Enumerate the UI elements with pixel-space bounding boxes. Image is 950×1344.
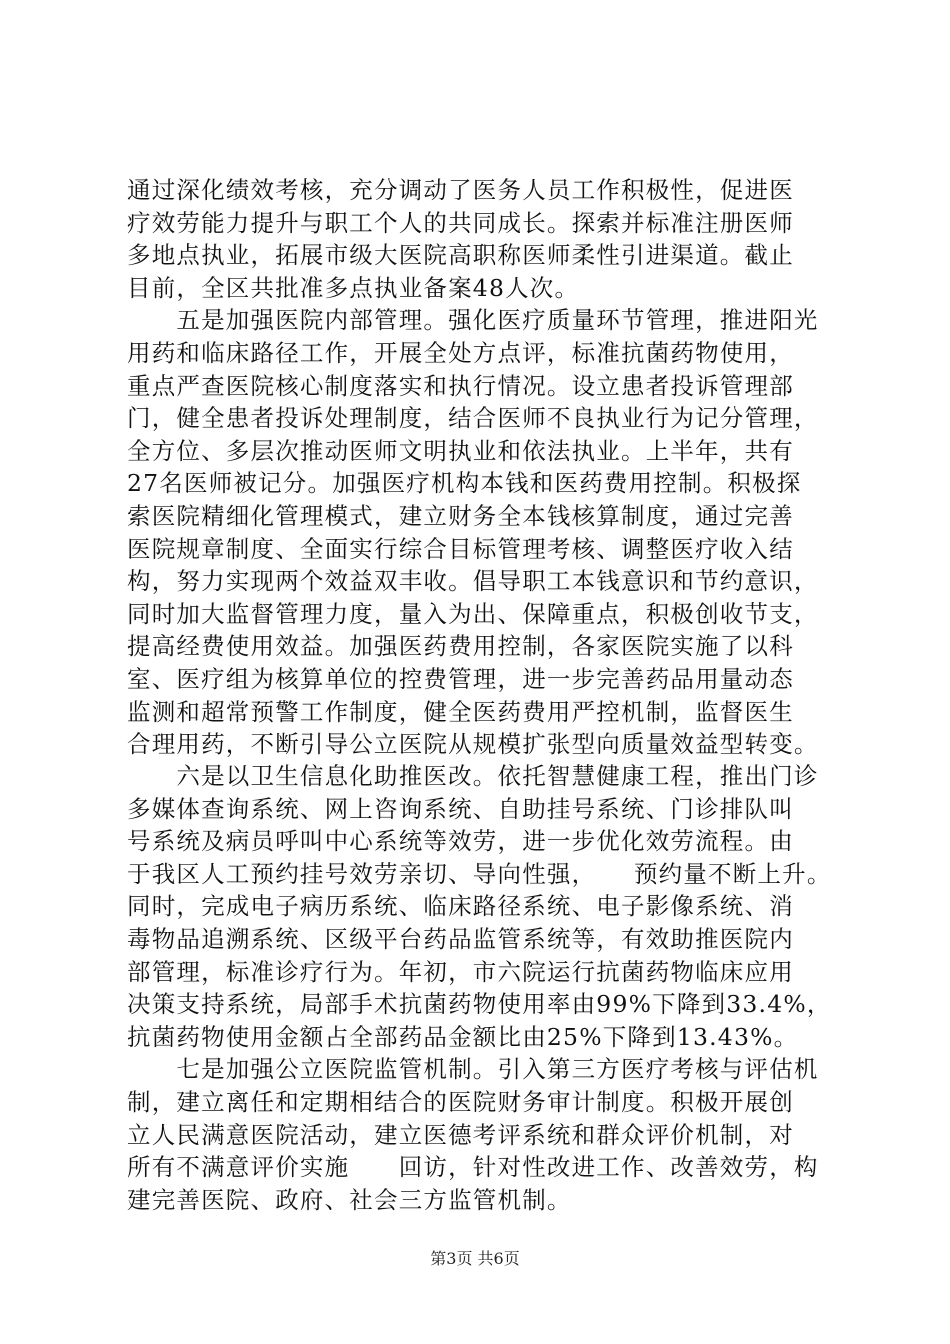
text-line: 毒物品追溯系统、区级平台药品监管系统等，有效助推医院内 [127,924,794,953]
text-line: 所有不满意评价实施 回访，针对性改进工作、改善效劳，构 [127,1153,819,1182]
text-line: 制，建立离任和定期相结合的医院财务审计制度。积极开展创 [127,1087,794,1116]
text-line: 抗菌药物使用金额占全部药品金额比由25%下降到13.43%。 [127,1022,799,1051]
text-line: 于我区人工预约挂号效劳亲切、导向性强， 预约量不断上升。 [127,859,832,888]
text-line: 重点严查医院核心制度落实和执行情况。设立患者投诉管理部 [127,371,794,400]
text-line: 六是以卫生信息化助推医改。依托智慧健康工程，推出门诊 [127,762,819,790]
text-line: 构，努力实现两个效益双丰收。倡导职工本钱意识和节约意识， [127,567,819,596]
text-line: 多媒体查询系统、网上咨询系统、自助挂号系统、门诊排队叫 [127,794,794,823]
text-line: 建完善医院、政府、社会三方监管机制。 [127,1185,572,1214]
text-line: 索医院精细化管理模式，建立财务全本钱核算制度，通过完善 [127,501,794,530]
text-line: 疗效劳能力提升与职工个人的共同成长。探索并标准注册医师 [127,208,794,237]
text-line: 五是加强医院内部管理。强化医疗质量环节管理，推进阳光 [127,306,819,335]
text-line: 七是加强公立医院监管机制。引入第三方医疗考核与评估机 [127,1055,819,1084]
text-line: 多地点执业，拓展市级大医院高职称医师柔性引进渠道。截止 [127,241,794,270]
text-block-secondary [127,760,847,1216]
text-line: 门，健全患者投诉处理制度，结合医师不良执业行为记分管理， [127,404,819,433]
text-line: 合理用药，不断引导公立医院从规模扩张型向质量效益型转变。 [127,730,819,759]
text-line: 全方位、多层次推动医师文明执业和依法执业。上半年，共有 [127,436,794,465]
text-line: 同时，完成电子病历系统、临床路径系统、电子影像系统、消 [127,892,794,921]
text-line: 提高经费使用效益。加强医药费用控制，各家医院实施了以科 [127,632,794,661]
text-line: 目前，全区共批准多点执业备案48人次。 [127,273,580,302]
text-line: 医院规章制度、全面实行综合目标管理考核、调整医疗收入结 [127,534,794,563]
text-block-main [127,174,847,761]
page-number-footer: 第3页 共6页 [430,1249,520,1268]
text-line: 立人民满意医院活动，建立医德考评系统和群众评价机制，对 [127,1120,794,1149]
text-line: 同时加大监督管理力度，量入为出、保障重点，积极创收节支， [127,599,819,628]
text-line: 号系统及病员呼叫中心系统等效劳，进一步优化效劳流程。由 [127,827,794,856]
text-line: 决策支持系统，局部手术抗菌药物使用率由99%下降到33.4%， [127,990,832,1019]
text-line: 监测和超常预警工作制度，健全医药费用严控机制，监督医生 [127,697,794,726]
text-line: 用药和临床路径工作，开展全处方点评，标准抗菌药物使用， [127,338,794,367]
text-line: 通过深化绩效考核，充分调动了医务人员工作积极性，促进医 [127,176,794,204]
text-line: 部管理，标准诊疗行为。年初，市六院运行抗菌药物临床应用 [127,957,794,986]
text-line: 27名医师被记分。加强医疗机构本钱和医药费用控制。积极探 [127,469,802,498]
text-line: 室、医疗组为核算单位的控费管理，进一步完善药品用量动态 [127,664,794,693]
